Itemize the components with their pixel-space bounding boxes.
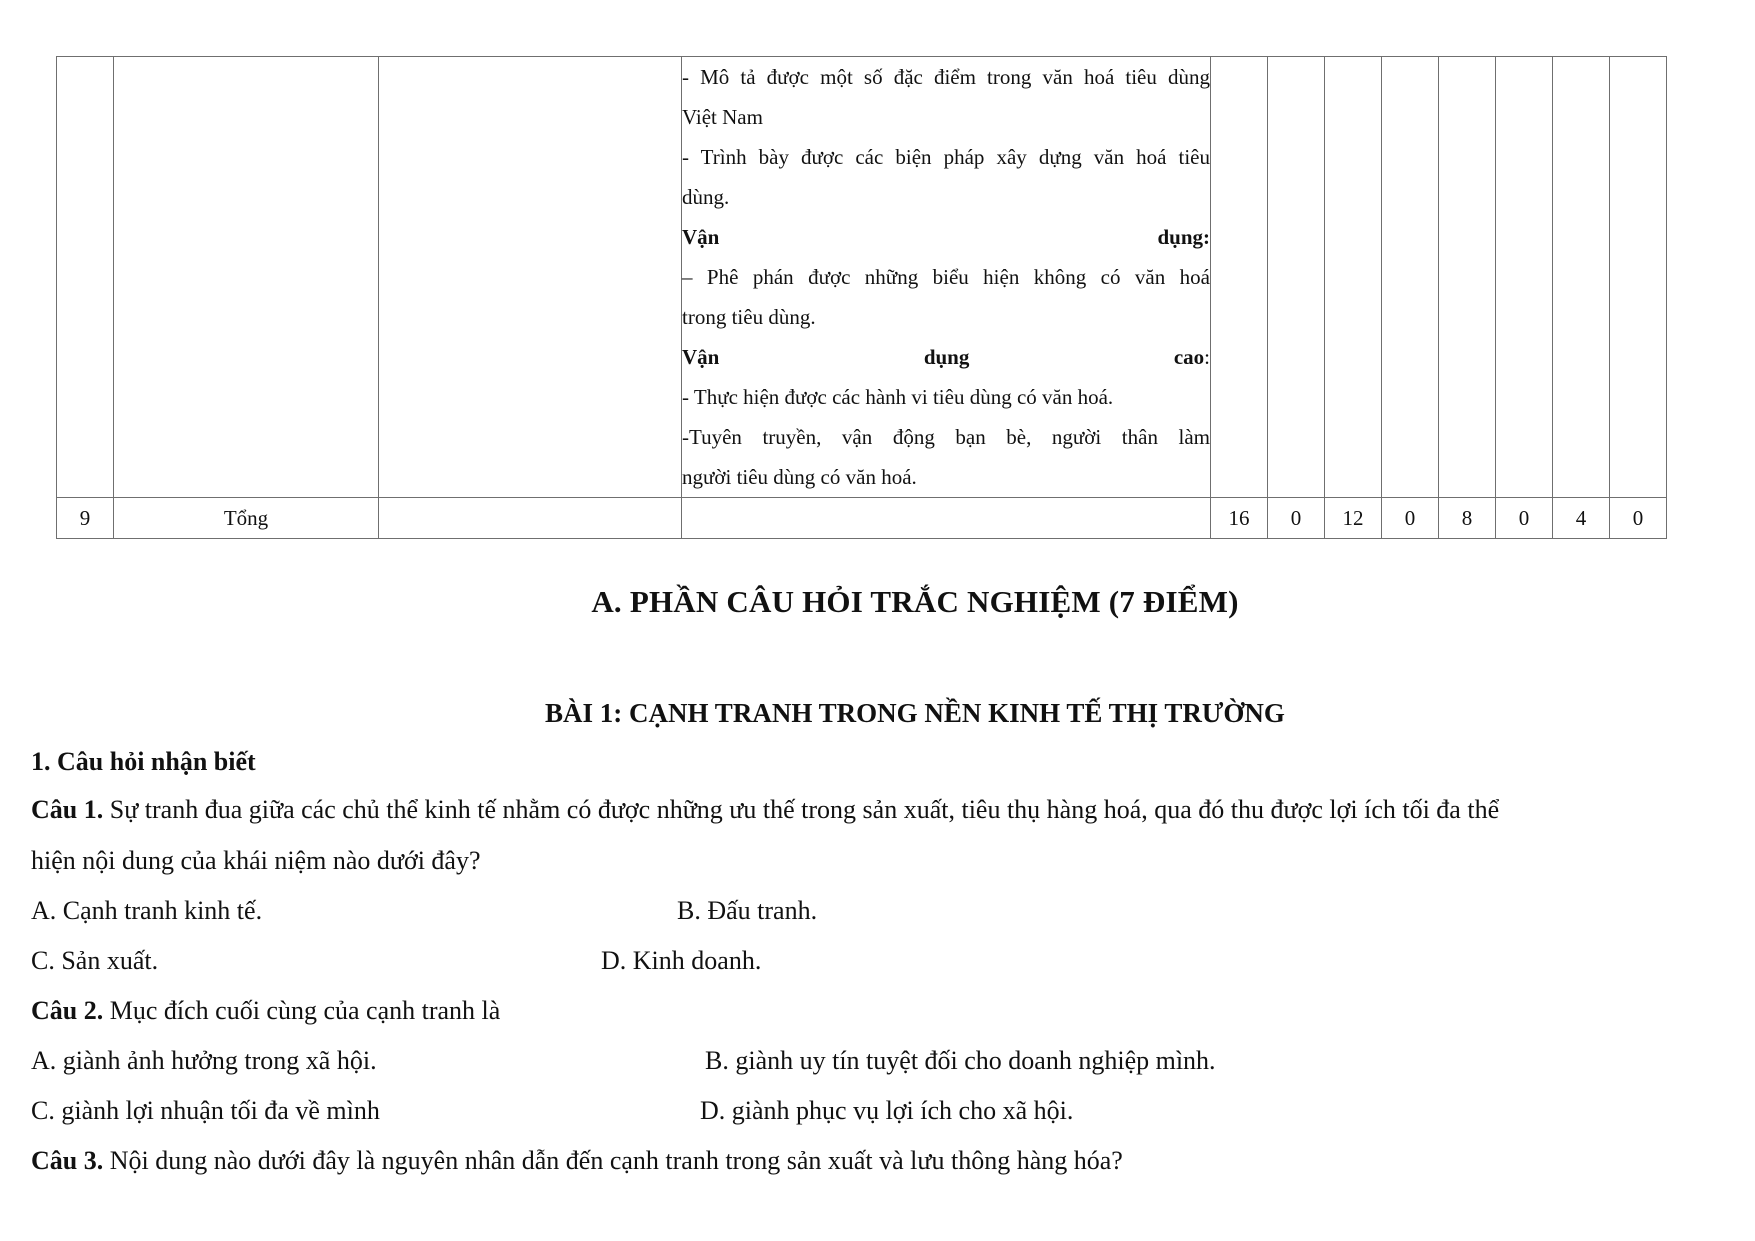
total-label: Tổng xyxy=(114,498,379,539)
total-value: 0 xyxy=(1610,498,1667,539)
description-line xyxy=(682,177,1210,217)
description-text: - Trình bày được các biện pháp xây dựng văn hoá tiêu xyxy=(682,145,1210,169)
description-text: trong tiêu dùng. xyxy=(682,305,816,329)
description-text: - Mô tả được một số đặc điểm trong văn hoá tiêu dùng xyxy=(682,65,1210,89)
description-text: - Thực hiện được các hành vi tiêu dùng có văn hoá. xyxy=(682,385,1114,409)
description-line xyxy=(682,377,1210,417)
competency-description-cell xyxy=(682,57,1211,498)
total-stt: 9 xyxy=(57,498,114,539)
description-line xyxy=(682,297,1210,337)
total-value: 0 xyxy=(1382,498,1439,539)
total-value: 0 xyxy=(1496,498,1553,539)
cell-empty xyxy=(1382,57,1439,498)
option-b: B. Đấu tranh. xyxy=(677,896,818,925)
cell-empty xyxy=(682,498,1211,539)
option-d: D. giành phục vụ lợi ích cho xã hội. xyxy=(700,1096,1074,1125)
assessment-matrix-table xyxy=(56,56,1667,539)
question-3 xyxy=(31,1146,1123,1176)
question-text: Sự tranh đua giữa các chủ thể kinh tế nhằm có được những ưu thế trong sản xuất, tiêu thụ hàng hoá, qua đó thu được lợi ích tối đa thể xyxy=(103,795,1500,824)
total-value: 8 xyxy=(1439,498,1496,539)
cell-empty xyxy=(1439,57,1496,498)
description-text: -Tuyên truyền, vận động bạn bè, người thân làm xyxy=(682,425,1210,449)
cell-empty xyxy=(1553,57,1610,498)
total-value: 0 xyxy=(1268,498,1325,539)
description-text: người tiêu dùng có văn hoá. xyxy=(682,465,917,489)
option-c: C. giành lợi nhuận tối đa về mình xyxy=(31,1096,380,1125)
total-value: 16 xyxy=(1211,498,1268,539)
total-value: 4 xyxy=(1553,498,1610,539)
table-row-description xyxy=(57,57,1667,498)
description-line xyxy=(682,257,1210,297)
description-text: dùng. xyxy=(682,185,730,209)
description-line xyxy=(682,337,1210,377)
cell-empty xyxy=(1610,57,1667,498)
cell-empty xyxy=(1211,57,1268,498)
question-2 xyxy=(31,996,500,1026)
question-text: Nội dung nào dưới đây là nguyên nhân dẫn đến cạnh tranh trong sản xuất và lưu thông hàng hóa? xyxy=(103,1146,1123,1175)
option-d: D. Kinh doanh. xyxy=(601,946,762,975)
cell-empty xyxy=(1496,57,1553,498)
table-row-total xyxy=(57,498,1667,539)
option-c: C. Sản xuất. xyxy=(31,946,159,975)
description-text: : xyxy=(1204,345,1210,369)
option-a: A. Cạnh tranh kinh tế. xyxy=(31,896,263,925)
question-1-cont: hiện nội dung của khái niệm nào dưới đây? xyxy=(31,846,481,875)
section-heading-a: A. PHẦN CÂU HỎI TRẮC NGHIỆM (7 ĐIỂM) xyxy=(591,584,1239,619)
question-1 xyxy=(31,795,1499,825)
section-title: 1. Câu hỏi nhận biết xyxy=(31,747,256,776)
question-label: Câu 1. xyxy=(31,795,104,824)
description-label: Vận dụng: xyxy=(682,225,1210,249)
cell-empty xyxy=(57,57,114,498)
total-value: 12 xyxy=(1325,498,1382,539)
question-label: Câu 2. xyxy=(31,996,104,1025)
cell-empty xyxy=(114,57,379,498)
description-text: Việt Nam xyxy=(682,105,763,129)
description-line xyxy=(682,97,1210,137)
description-line xyxy=(682,417,1210,457)
description-line xyxy=(682,457,1210,497)
cell-empty xyxy=(1325,57,1382,498)
cell-empty xyxy=(379,498,682,539)
description-line xyxy=(682,57,1210,97)
cell-empty xyxy=(379,57,682,498)
description-line xyxy=(682,217,1210,257)
cell-empty xyxy=(1268,57,1325,498)
question-label: Câu 3. xyxy=(31,1146,104,1175)
option-b: B. giành uy tín tuyệt đối cho doanh nghiệp mình. xyxy=(705,1046,1216,1075)
lesson-heading: BÀI 1: CẠNH TRANH TRONG NỀN KINH TẾ THỊ TRƯỜNG xyxy=(545,698,1285,728)
option-a: A. giành ảnh hưởng trong xã hội. xyxy=(31,1046,377,1075)
description-label: Vận dụng cao xyxy=(682,345,1205,369)
question-text: Mục đích cuối cùng của cạnh tranh là xyxy=(103,996,501,1025)
description-line xyxy=(682,137,1210,177)
description-text: – Phê phán được những biểu hiện không có văn hoá xyxy=(682,265,1210,289)
